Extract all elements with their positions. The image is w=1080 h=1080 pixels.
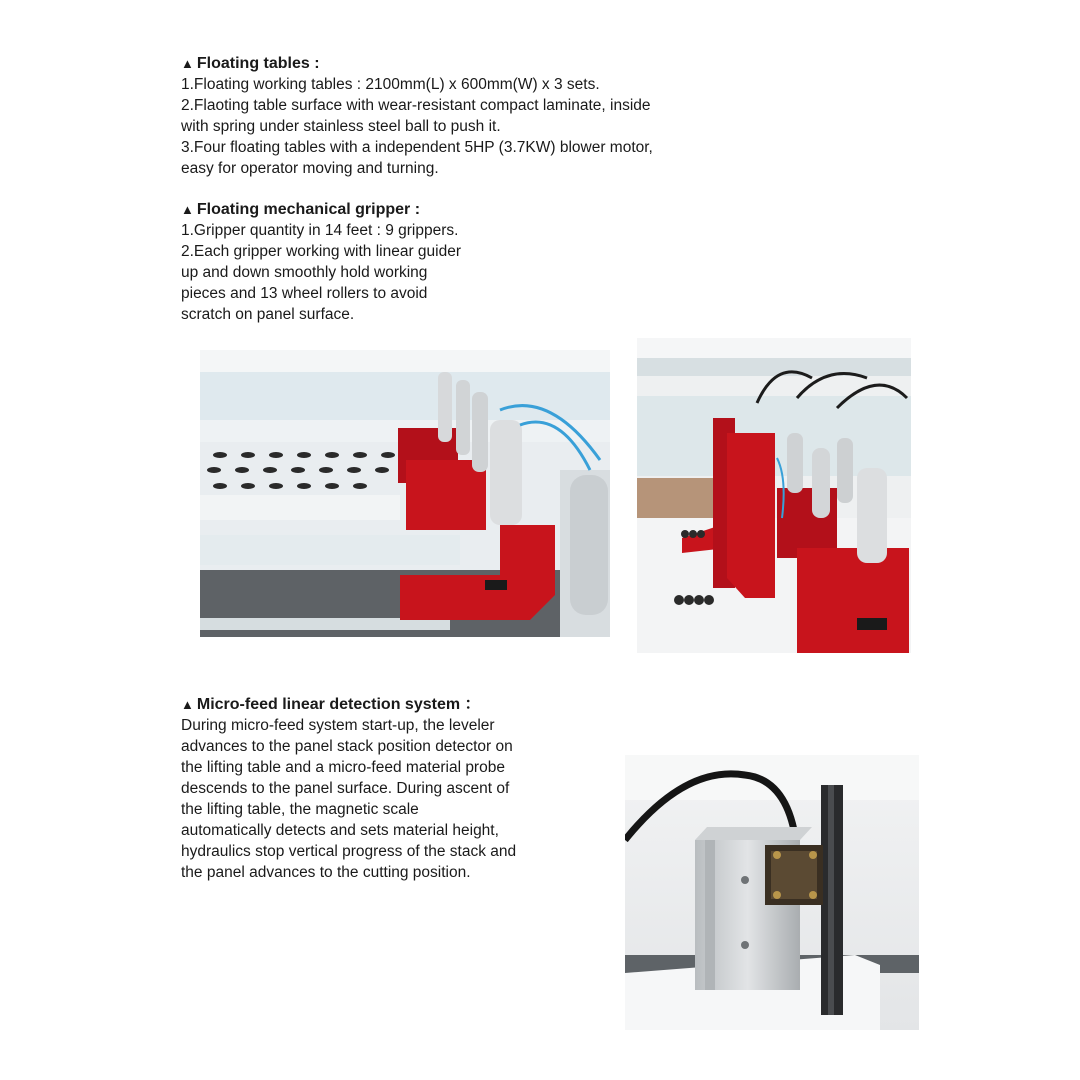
gripper-line: up and down smoothly hold working <box>181 264 428 281</box>
gripper-heading-text: Floating mechanical gripper : <box>196 201 421 218</box>
floating-tables-line: 2.Flaoting table surface with wear-resistant compact laminate, inside <box>181 97 651 114</box>
micro-feed-heading <box>181 694 516 715</box>
micro-feed-line: During micro-feed system start-up, the leveler <box>181 717 495 734</box>
micro-feed-line: the lifting table, the magnetic scale <box>181 801 419 818</box>
micro-feed-line: advances to the panel stack position detector on <box>181 738 513 755</box>
gripper-line: 2.Each gripper working with linear guider <box>181 243 462 260</box>
micro-feed-heading-text: Micro-feed linear detection system ： <box>196 696 481 713</box>
floating-tables-section <box>181 53 653 179</box>
floating-tables-line: easy for operator moving and turning. <box>181 160 439 177</box>
micro-feed-line: the panel advances to the cutting position. <box>181 864 471 881</box>
floating-tables-heading <box>181 53 653 74</box>
micro-feed-line: descends to the panel surface. During ascent of <box>181 780 510 797</box>
magnetic-scale-sensor-photo <box>625 755 919 1030</box>
gripper-section <box>181 199 461 325</box>
gripper-line: pieces and 13 wheel rollers to avoid <box>181 285 428 302</box>
triangle-bullet-icon: ▲ <box>181 56 194 71</box>
micro-feed-line: the lifting table and a micro-feed material probe <box>181 759 505 776</box>
micro-feed-section <box>181 694 516 883</box>
floating-table-gripper-photo <box>200 350 610 637</box>
gripper-closeup-photo <box>637 338 911 653</box>
floating-tables-line: with spring under stainless steel ball to push it. <box>181 118 501 135</box>
micro-feed-line: hydraulics stop vertical progress of the stack and <box>181 843 517 860</box>
triangle-bullet-icon: ▲ <box>181 202 194 217</box>
gripper-line: scratch on panel surface. <box>181 306 355 323</box>
floating-tables-line: 3.Four floating tables with a independent 5HP (3.7KW) blower motor, <box>181 139 653 156</box>
triangle-bullet-icon: ▲ <box>181 697 194 712</box>
floating-tables-line: 1.Floating working tables : 2100mm(L) x 600mm(W) x 3 sets. <box>181 76 600 93</box>
gripper-heading <box>181 199 461 220</box>
gripper-line: 1.Gripper quantity in 14 feet : 9 grippers. <box>181 222 459 239</box>
micro-feed-line: automatically detects and sets material height, <box>181 822 499 839</box>
floating-tables-heading-text: Floating tables : <box>196 55 320 72</box>
